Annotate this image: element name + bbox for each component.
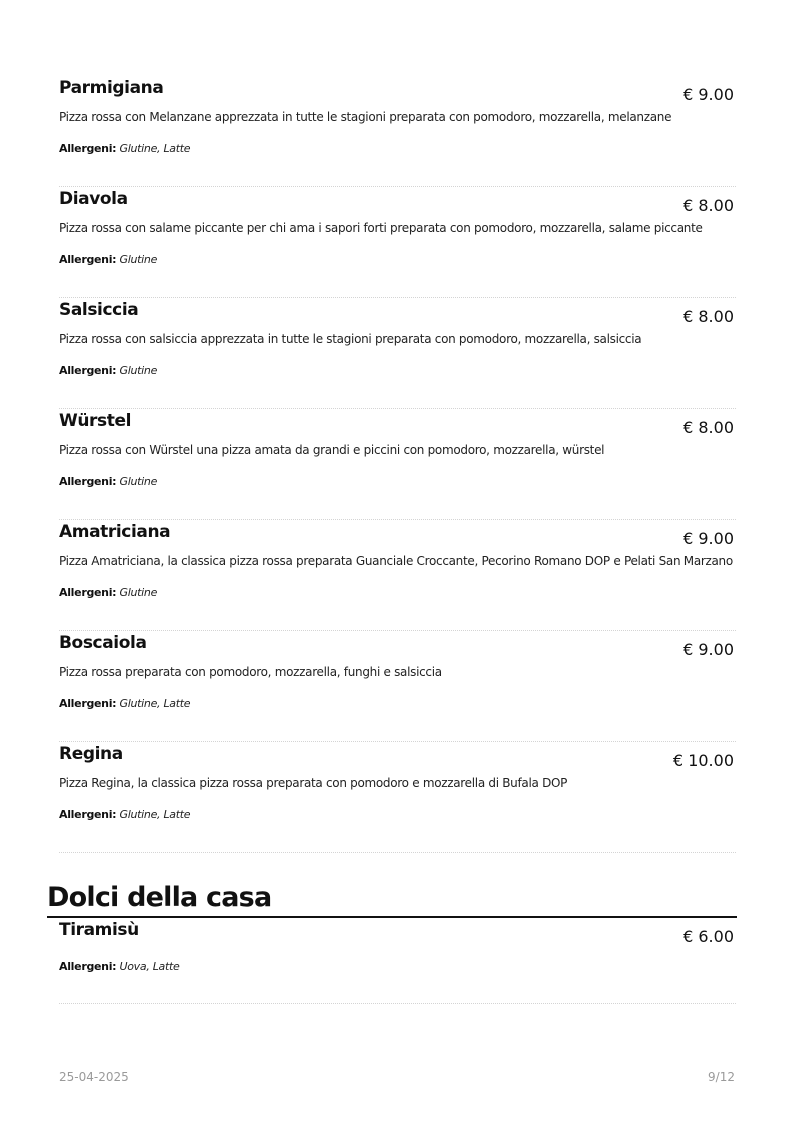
section-header [47, 853, 737, 918]
item-price: € 8.00 [683, 307, 734, 326]
allergens-label: Allergeni: [59, 960, 117, 973]
item-allergens [59, 808, 190, 821]
menu-item [59, 520, 736, 631]
item-allergens [59, 253, 157, 266]
menu-item [59, 742, 736, 853]
allergens-value: Glutine [119, 253, 158, 266]
allergens-label: Allergeni: [59, 253, 117, 266]
item-description: Pizza rossa con salsiccia apprezzata in tutte le stagioni preparata con pomodoro, mozzarella, salsiccia [59, 332, 642, 346]
item-price: € 10.00 [672, 751, 734, 770]
allergens-value: Glutine [119, 475, 158, 488]
item-name: Amatriciana [59, 522, 171, 542]
item-name: Tiramisù [59, 920, 139, 940]
allergens-label: Allergeni: [59, 364, 117, 377]
item-price: € 8.00 [683, 418, 734, 437]
allergens-value: Uova, Latte [119, 960, 180, 973]
allergens-label: Allergeni: [59, 808, 117, 821]
item-name: Salsiccia [59, 300, 139, 320]
allergens-value: Glutine, Latte [119, 808, 191, 821]
item-name: Parmigiana [59, 78, 164, 98]
item-name: Boscaiola [59, 633, 147, 653]
item-description: Pizza rossa con Würstel una pizza amata da grandi e piccini con pomodoro, mozzarella, würstel [59, 443, 605, 457]
menu-item [59, 187, 736, 298]
item-price: € 6.00 [683, 927, 734, 946]
allergens-label: Allergeni: [59, 697, 117, 710]
item-price: € 8.00 [683, 196, 734, 215]
section-title: Dolci della casa [47, 882, 272, 913]
allergens-label: Allergeni: [59, 586, 117, 599]
item-description: Pizza rossa con Melanzane apprezzata in tutte le stagioni preparata con pomodoro, mozzarella, melanzane [59, 110, 672, 124]
menu-item [59, 631, 736, 742]
allergens-label: Allergeni: [59, 142, 117, 155]
footer-page-number: 9/12 [708, 1070, 735, 1084]
allergens-value: Glutine, Latte [119, 697, 191, 710]
item-description: Pizza rossa preparata con pomodoro, mozzarella, funghi e salsiccia [59, 665, 442, 679]
item-price: € 9.00 [683, 640, 734, 659]
allergens-value: Glutine [119, 364, 158, 377]
item-allergens [59, 142, 190, 155]
item-description: Pizza Regina, la classica pizza rossa preparata con pomodoro e mozzarella di Bufala DOP [59, 776, 568, 790]
menu-item [59, 918, 736, 1004]
menu-item [59, 298, 736, 409]
item-description: Pizza Amatriciana, la classica pizza rossa preparata Guanciale Croccante, Pecorino Romano DOP e Pelati San Marzano [59, 554, 733, 568]
allergens-value: Glutine, Latte [119, 142, 191, 155]
menu-item [59, 76, 736, 187]
item-description: Pizza rossa con salame piccante per chi ama i sapori forti preparata con pomodoro, mozzarella, salame piccante [59, 221, 703, 235]
item-allergens [59, 364, 157, 377]
item-allergens [59, 960, 179, 973]
allergens-value: Glutine [119, 586, 158, 599]
item-allergens [59, 475, 157, 488]
item-name: Regina [59, 744, 123, 764]
menu-list [47, 76, 736, 1004]
item-name: Würstel [59, 411, 132, 431]
menu-item [59, 409, 736, 520]
item-price: € 9.00 [683, 529, 734, 548]
item-name: Diavola [59, 189, 128, 209]
footer-date: 25-04-2025 [59, 1070, 129, 1084]
item-allergens [59, 697, 190, 710]
item-price: € 9.00 [683, 85, 734, 104]
item-allergens [59, 586, 157, 599]
allergens-label: Allergeni: [59, 475, 117, 488]
